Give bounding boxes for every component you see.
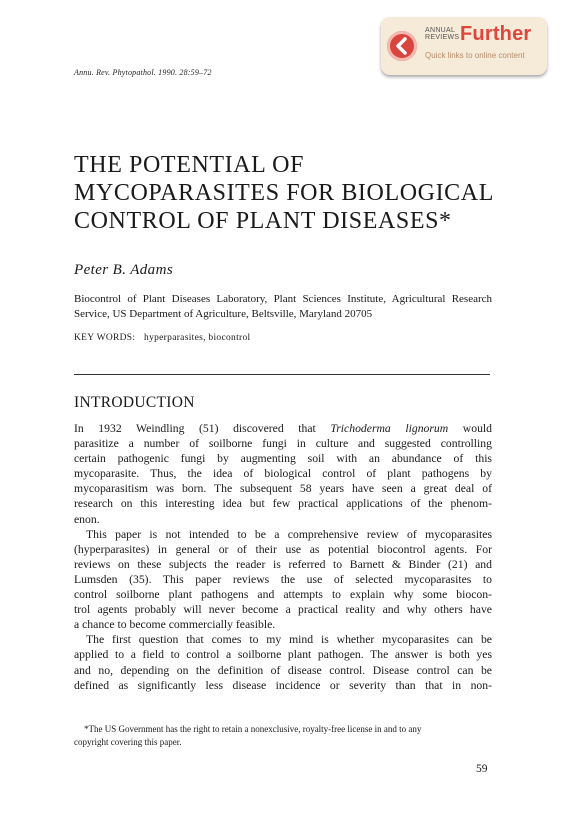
- chevron-left-icon: [387, 31, 417, 61]
- paragraph-line: parasitize a number of soilborne fungi in culture and suggested controlling: [74, 437, 492, 451]
- author-affiliation: Biocontrol of Plant Diseases Laboratory, Plant Sciences Institute, Agricultural Research Service, US Department of Agriculture, Beltsville, Maryland 20705: [74, 293, 492, 320]
- paragraph-line: mycoparasite. Thus, the idea of biological control of plant pathogens by: [74, 467, 492, 481]
- footnote-line: *The US Government has the right to retain a nonexclusive, royalty-free license in and to any: [84, 724, 422, 734]
- paragraph-line: mycoparasitism was born. The subsequent 58 years have seen a great deal of: [74, 482, 492, 496]
- keywords-list: hyperparasites, biocontrol: [144, 333, 251, 343]
- keywords: [74, 333, 250, 343]
- paragraph-line: and no, depending on the definition of disease control. Disease control can be: [74, 663, 492, 677]
- paragraph-line: defined as significantly less disease incidence or severity than that in non-: [74, 678, 492, 692]
- page-number: 59: [476, 763, 488, 775]
- footnote-line: copyright covering this paper.: [74, 737, 182, 747]
- paragraph-line: certain pathogenic fungi by augmenting soil with an abundance of this: [74, 452, 492, 466]
- annual-reviews-further-badge[interactable]: [381, 17, 547, 75]
- paragraph-line: reviews on these subjects the reader is referred to Barnett & Binder (21) and: [74, 557, 492, 571]
- paragraph-line: This paper is not intended to be a comprehensive review of mycoparasites: [86, 527, 492, 541]
- body-text: [74, 421, 492, 693]
- paragraph-line: enon.: [74, 512, 100, 526]
- badge-subtitle: Quick links to online content: [425, 51, 525, 60]
- paragraph-line: The first question that comes to my mind is whether mycoparasites can be: [86, 633, 492, 647]
- paragraph-line: a chance to become commercially feasible.: [74, 618, 276, 632]
- footnote: [74, 723, 492, 749]
- section-heading: INTRODUCTION: [74, 394, 195, 411]
- keywords-label: KEY WORDS:: [74, 333, 136, 343]
- paragraph-line: applied to a field to control a soilborne plant pathogen. The answer is both yes: [74, 648, 492, 662]
- species-name: Trichoderma lignorum: [330, 422, 449, 435]
- paper-title: THE POTENTIAL OF MYCOPARASITES FOR BIOLOGICAL CONTROL OF PLANT DISEASES*: [74, 152, 494, 234]
- badge-further-label: Further: [460, 23, 532, 45]
- journal-citation: Annu. Rev. Phytopathol. 1990. 28:59–72: [74, 68, 212, 77]
- paragraph-line: In 1932 Weindling (51) discovered that Trichoderma lignorum would: [74, 422, 493, 435]
- paragraph-line: Lumsden (35). This paper reviews the use of selected mycoparasites to: [74, 572, 492, 586]
- badge-publisher: ANNUAL REVIEWS: [425, 27, 460, 41]
- paragraph-line: (hyperparasites) in general or of their use as potential biocontrol agents. For: [74, 542, 492, 556]
- paragraph-line: trol agents probably will never become a practical reality and why others have: [74, 603, 492, 617]
- paragraph-line: research on this interesting idea but few practical applications of the phenom-: [74, 497, 492, 511]
- section-divider: [74, 374, 490, 375]
- author-name: Peter B. Adams: [74, 262, 174, 278]
- paragraph-line: control soilborne plant pathogens and attempts to explain why some biocon-: [74, 588, 492, 602]
